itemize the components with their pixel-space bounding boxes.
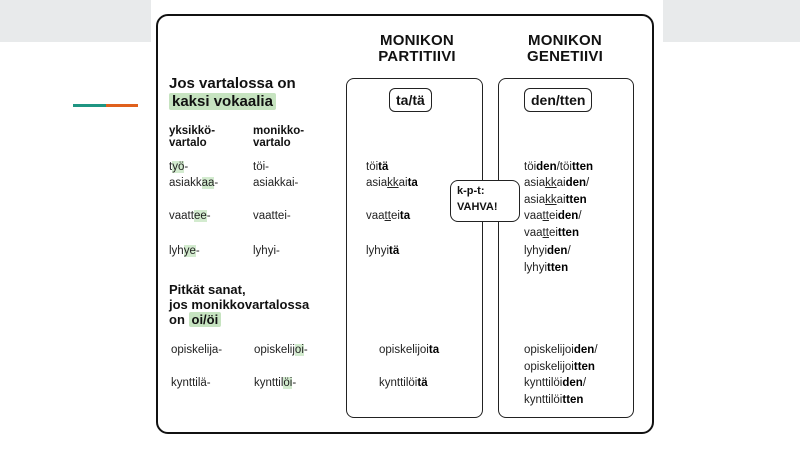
ending-pill-genetiivi: den/tten: [524, 88, 592, 112]
singular-stem: [169, 175, 218, 191]
word-part: töi: [366, 161, 379, 173]
consonant-underline: tt: [384, 210, 391, 222]
stem-part: -: [303, 344, 308, 356]
word-part: /töi: [556, 161, 572, 173]
accent-teal: [73, 104, 106, 107]
genitive-form: [524, 392, 583, 408]
word-part: lyhyi: [366, 245, 390, 257]
word-part: ei: [390, 210, 400, 222]
stem-part: vaatt: [169, 210, 194, 222]
header-partitiivi: [352, 33, 482, 65]
partitive-form: [379, 342, 439, 358]
stem-part: t: [169, 161, 173, 173]
consonant-underline: tt: [542, 227, 549, 239]
ending-pill-partitiivi: ta/tä: [389, 88, 432, 112]
section1-title-highlight: kaksi vokaalia: [169, 93, 276, 110]
ending-bold: tä: [389, 245, 400, 257]
vowel-highlight: öi: [283, 377, 293, 389]
ending-bold: tä: [417, 377, 428, 389]
vowel-highlight: yö: [172, 161, 185, 173]
kpt-strong-grade-note: [450, 180, 520, 222]
ending-bold: ta: [407, 177, 418, 189]
section2-title-line3-pre: on: [169, 312, 189, 327]
plural-stem: vaattei-: [253, 210, 291, 222]
word-part: lyhyi: [524, 245, 548, 257]
consonant-underline: kk: [387, 177, 399, 189]
ending-bold: tä: [378, 161, 389, 173]
word-part: vaa: [524, 210, 543, 222]
word-part: asia: [524, 194, 546, 206]
header-genetiivi-line1: MONIKON: [528, 32, 602, 49]
plural-stem: [254, 375, 296, 391]
ending-bold: den: [536, 161, 557, 173]
word-part: /: [582, 377, 587, 389]
kpt-line1: k-p-t:: [457, 185, 485, 197]
singular-stem: [169, 243, 200, 259]
header-genetiivi: [500, 33, 630, 65]
word-part: opiskelijoi: [524, 344, 574, 356]
col-label-monikko-line2: vartalo: [253, 137, 291, 149]
stem-part: kynttil: [254, 377, 284, 389]
plural-stem: [254, 342, 308, 358]
singular-stem: [169, 208, 211, 224]
word-part: asia: [366, 177, 388, 189]
word-part: vaa: [366, 210, 385, 222]
stem-part: opiskelij: [254, 344, 295, 356]
consonant-underline: tt: [542, 210, 549, 222]
vowel-highlight: aa: [201, 177, 215, 189]
stem-part: -: [206, 210, 211, 222]
word-part: /: [594, 344, 598, 356]
stem-part: -: [292, 377, 297, 389]
genitive-form: [524, 225, 579, 241]
top-band-right: [663, 0, 800, 42]
stem-part: asiakk: [169, 177, 202, 189]
word-part: vaa: [524, 227, 543, 239]
genitive-form: [524, 192, 587, 208]
ending-bold: den: [573, 344, 595, 356]
word-part: opiskelijoi: [379, 344, 429, 356]
plural-stem: asiakkai-: [253, 177, 299, 189]
kpt-line2: VAHVA!: [457, 201, 498, 213]
genitive-form: [524, 359, 595, 375]
col-label-yksikkovartalo: [169, 125, 215, 149]
partitive-form: [379, 375, 428, 391]
genitive-form: [524, 342, 598, 358]
word-part: kynttilöi: [524, 377, 563, 389]
section1-title: [169, 75, 296, 111]
section2-title-line2: jos monikkovartalossa: [169, 297, 310, 312]
consonant-underline: kk: [545, 177, 557, 189]
genitive-form: [524, 159, 593, 175]
partitive-form: [366, 175, 418, 191]
word-part: töi: [524, 161, 537, 173]
consonant-underline: kk: [545, 194, 557, 206]
ending-bold: den: [547, 245, 568, 257]
ending-bold: den: [565, 177, 587, 189]
vowel-highlight: oi: [294, 344, 304, 356]
partitive-form: [366, 243, 399, 259]
vowel-highlight: ye: [183, 245, 196, 257]
section1-title-line1: Jos vartalossa on: [169, 75, 296, 92]
ending-bold: tten: [565, 194, 587, 206]
header-genetiivi-line2: GENETIIVI: [527, 48, 603, 65]
singular-stem: kynttilä-: [171, 377, 211, 389]
ending-bold: den: [557, 210, 579, 222]
genitive-form: [524, 175, 589, 191]
word-part: /: [578, 210, 582, 222]
col-label-monikko-line1: monikko-: [253, 125, 305, 137]
ending-bold: ta: [428, 344, 440, 356]
word-part: opiskelijoi: [524, 361, 574, 373]
word-part: ai: [556, 194, 566, 206]
word-part: /: [586, 177, 590, 189]
word-part: ai: [398, 177, 408, 189]
word-part: asia: [524, 177, 546, 189]
section2-title-line1: Pitkät sanat,: [169, 282, 246, 297]
word-part: ei: [548, 210, 558, 222]
ending-bold: tten: [547, 262, 569, 274]
singular-stem: [169, 159, 188, 175]
ending-bold: tten: [562, 394, 584, 406]
word-part: ai: [556, 177, 566, 189]
stem-part: -: [214, 177, 219, 189]
ending-bold: tten: [573, 361, 595, 373]
section2-title: [169, 282, 309, 327]
ending-bold: tten: [557, 227, 579, 239]
stem-part: -: [195, 245, 200, 257]
stem-part: lyh: [169, 245, 184, 257]
genitive-form: [524, 208, 582, 224]
word-part: lyhyi: [524, 262, 548, 274]
header-partitiivi-line1: MONIKON: [380, 32, 454, 49]
col-label-monikkovartalo: [253, 125, 304, 149]
header-partitiivi-line2: PARTITIIVI: [378, 48, 456, 65]
section2-title-highlight: oi/öi: [189, 312, 222, 327]
vowel-highlight: ee: [193, 210, 207, 222]
ending-bold: ta: [399, 210, 411, 222]
plural-stem: töi-: [253, 161, 269, 173]
top-band-left: [0, 0, 151, 42]
ending-bold: den: [562, 377, 583, 389]
grammar-table-frame: [156, 14, 654, 434]
word-part: ei: [548, 227, 558, 239]
word-part: kynttilöi: [524, 394, 563, 406]
plural-stem: lyhyi-: [253, 245, 280, 257]
partitive-form: [366, 208, 410, 224]
singular-stem: opiskelija-: [171, 344, 223, 356]
stem-part: -: [184, 161, 189, 173]
word-part: /: [567, 245, 571, 257]
genitive-form: [524, 375, 586, 391]
col-label-yksikko-line1: yksikkö-: [169, 125, 216, 137]
accent-line: [73, 104, 138, 107]
partitive-form: [366, 159, 388, 175]
accent-orange: [106, 104, 138, 107]
genitive-form: [524, 243, 571, 259]
word-part: kynttilöi: [379, 377, 418, 389]
genitive-form: [524, 260, 568, 276]
ending-bold: tten: [571, 161, 594, 173]
col-label-yksikko-line2: vartalo: [169, 137, 207, 149]
